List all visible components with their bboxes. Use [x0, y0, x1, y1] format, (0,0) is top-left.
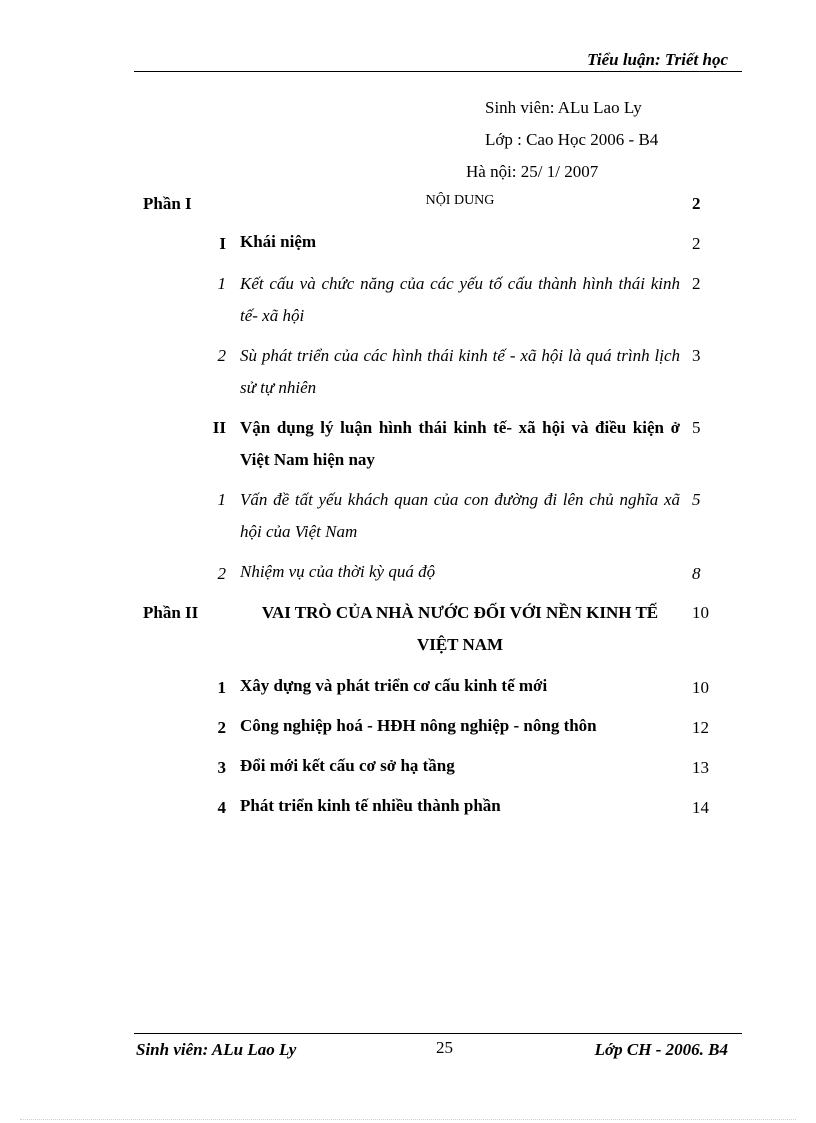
toc-item-text: Khái niệm — [240, 232, 317, 251]
toc-item-number: 2 — [217, 564, 226, 583]
toc-item-text: Kết cấu và chức năng của các yếu tố cấu thành hình thái kinh tế- xã hội — [240, 274, 680, 325]
class-info: Lớp : Cao Học 2006 - B4 — [485, 130, 659, 149]
toc-item-page: 8 — [692, 564, 701, 583]
toc-item-number: II — [212, 418, 226, 437]
toc-item — [0, 340, 816, 406]
part2-page: 10 — [692, 603, 709, 622]
toc-item-page: 3 — [692, 346, 701, 365]
header-rule — [134, 71, 742, 72]
page-number: 25 — [436, 1038, 453, 1057]
page-edge-divider — [20, 1119, 796, 1120]
part1-title: NỘI DUNG — [425, 193, 495, 208]
part2-title: VAI TRÒ CỦA NHÀ NƯỚC ĐỐI VỚI NỀN KINH TẾ VIỆT NAM — [261, 603, 659, 654]
toc-item — [0, 484, 816, 550]
footer-student: Sinh viên: ALu Lao Ly — [136, 1040, 297, 1059]
toc-item-text: Xây dựng và phát triển cơ cấu kinh tế mới — [240, 676, 548, 695]
toc-item-number: 3 — [217, 758, 226, 777]
date-info: Hà nội: 25/ 1/ 2007 — [466, 162, 599, 181]
toc-item-number: 1 — [217, 490, 226, 509]
toc-item-number: I — [219, 234, 226, 253]
toc-item-page: 10 — [692, 678, 709, 697]
toc-item-page: 5 — [692, 490, 701, 509]
toc-item — [0, 268, 816, 334]
toc-item — [0, 412, 816, 478]
toc-item-number: 2 — [217, 718, 226, 737]
toc-item-page: 12 — [692, 718, 709, 737]
toc-item-page: 2 — [692, 234, 701, 253]
footer-rule — [134, 1033, 742, 1034]
part2-label: Phần II — [143, 603, 199, 622]
toc-item-text: Phát triển kinh tế nhiều thành phần — [240, 796, 501, 815]
toc-item-text: Công nghiệp hoá - HĐH nông nghiệp - nông thôn — [240, 716, 597, 735]
toc-item-text: Vận dụng lý luận hình thái kinh tế- xã hội và điều kiện ở Việt Nam hiện nay — [240, 418, 680, 469]
toc-item-page: 5 — [692, 418, 701, 437]
student-name: Sinh viên: ALu Lao Ly — [485, 98, 642, 117]
toc-item-page: 2 — [692, 274, 701, 293]
toc-item — [0, 790, 816, 856]
footer-class: Lớp CH - 2006. B4 — [594, 1040, 728, 1059]
toc-item-number: 4 — [217, 798, 226, 817]
toc-item-page: 13 — [692, 758, 709, 777]
toc-item-text: Sù phát triển của các hình thái kinh tế - xã hội là quá trình lịch sử tự nhiên — [240, 346, 680, 397]
toc-item-number: 1 — [217, 274, 226, 293]
part1-page: 2 — [692, 194, 701, 213]
toc-item-number: 1 — [217, 678, 226, 697]
toc-item-text: Nhiệm vụ của thời kỳ quá độ — [240, 562, 436, 581]
toc-item-number: 2 — [217, 346, 226, 365]
header-title: Tiểu luận: Triết học — [587, 50, 728, 69]
part1-label: Phần I — [143, 194, 192, 213]
toc-item-page: 14 — [692, 798, 709, 817]
toc-item-text: Đổi mới kết cấu cơ sở hạ tầng — [240, 756, 455, 775]
toc-item-text: Vấn đề tất yếu khách quan của con đường đi lên chủ nghĩa xã hội của Việt Nam — [240, 490, 680, 541]
